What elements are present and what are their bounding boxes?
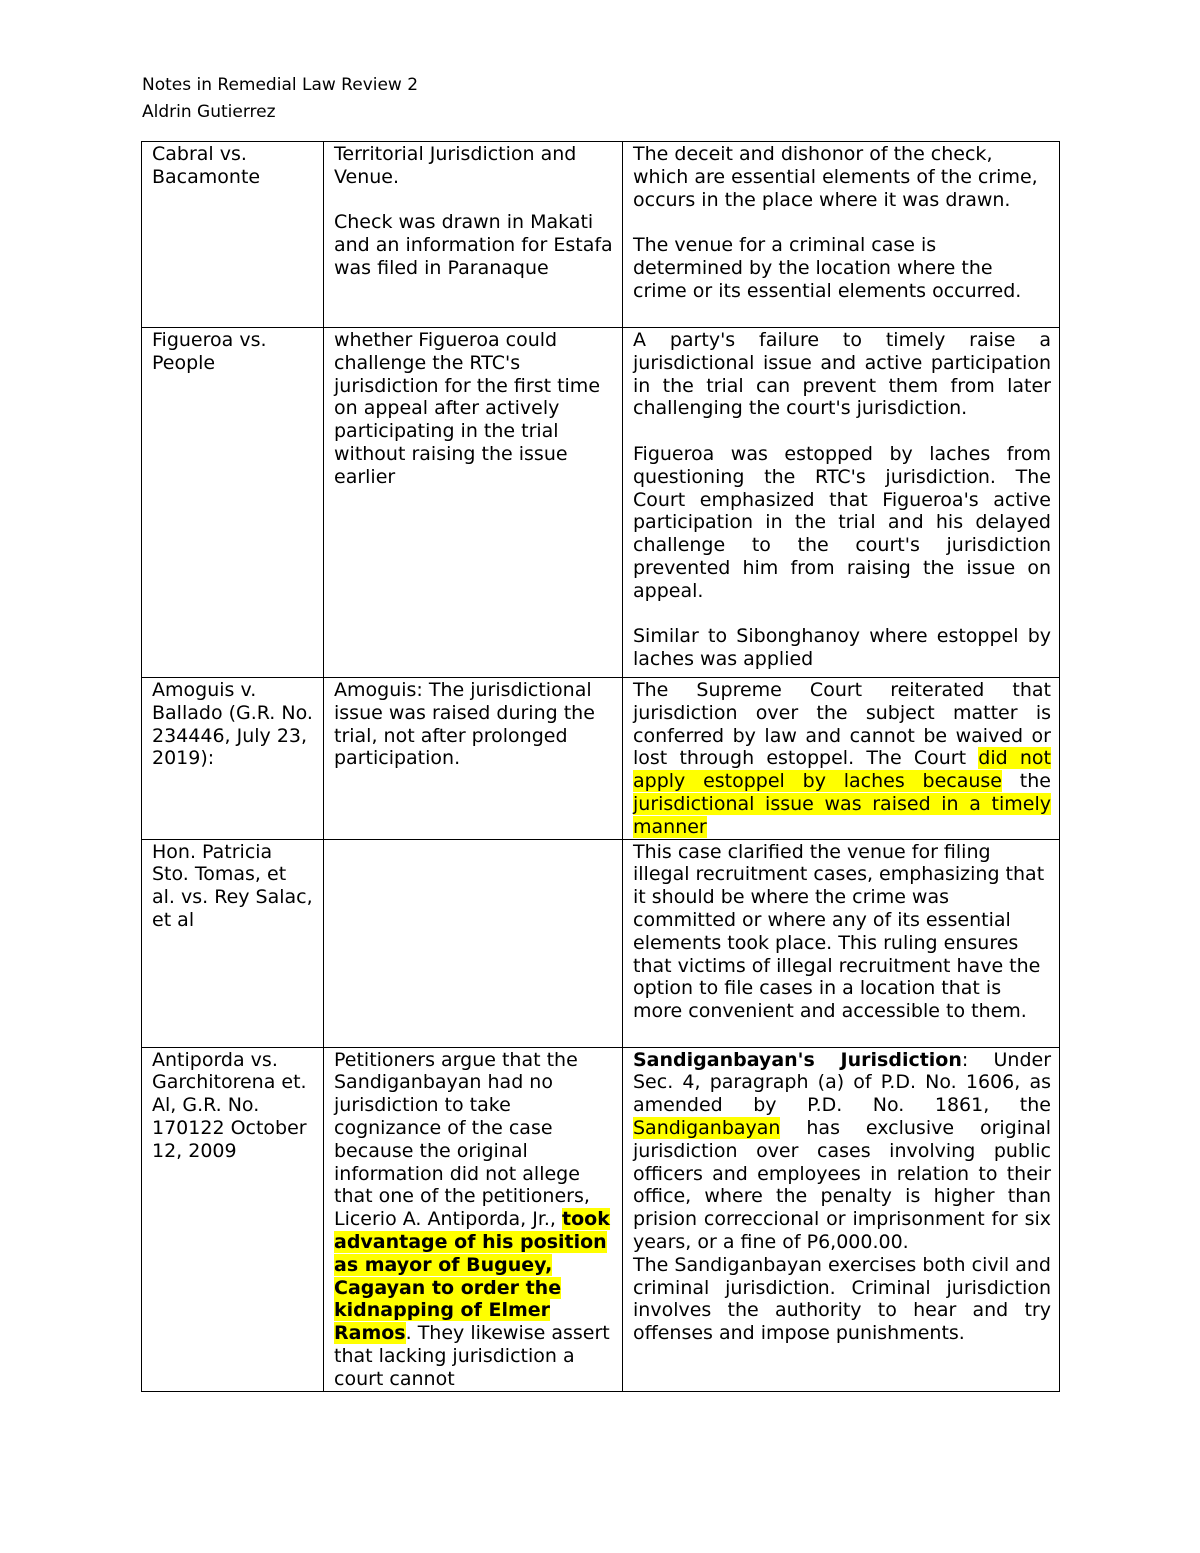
ruling-heading: Sandiganbayan's Jurisdiction bbox=[633, 1048, 962, 1071]
table-row bbox=[142, 839, 1060, 1047]
issue-text bbox=[334, 1049, 614, 1391]
case-name: Hon. Patricia Sto. Tomas, et al. vs. Rey Salac, et al bbox=[152, 840, 313, 931]
issue-cell bbox=[324, 142, 623, 328]
ruling-text: The deceit and dishonor of the check, which are essential elements of the crime, occurs in the place where it was drawn. bbox=[633, 143, 1038, 211]
document-author: Aldrin Gutierrez bbox=[142, 102, 276, 122]
case-name: Figueroa vs. People bbox=[152, 329, 267, 374]
issue-cell bbox=[324, 328, 623, 678]
ruling-text-part: the bbox=[1002, 770, 1051, 793]
ruling-cell bbox=[623, 142, 1060, 328]
ruling-text-part: has exclusive original jurisdiction over cases involving public officers and employees in relation to their office, where the penalty is higher than prision correccional or imprisonment for six years, or a fine of P6,000.00. bbox=[633, 1116, 1051, 1253]
highlighted-text: did not apply estoppel by laches because bbox=[633, 747, 1051, 793]
ruling-cell bbox=[623, 839, 1060, 1047]
ruling-text: The Sandiganbayan exercises both civil and criminal jurisdiction. Criminal jurisdiction involves the authority to hear and try offenses and impose punishments. bbox=[633, 1253, 1051, 1345]
highlighted-text: jurisdictional issue was raised in a timely manner bbox=[633, 792, 1051, 838]
ruling-text bbox=[633, 679, 1051, 839]
issue-cell bbox=[324, 839, 623, 1047]
highlighted-text: Sandiganbayan bbox=[633, 1116, 781, 1139]
case-name-cell bbox=[142, 1047, 324, 1391]
issue-text: whether Figueroa could challenge the RTC's jurisdiction for the first time on appeal after actively participating in the trial without raising the issue earlier bbox=[334, 329, 601, 488]
case-name: Antiporda vs. Garchitorena et. Al, G.R. No. 170122 October 12, 2009 bbox=[152, 1048, 307, 1162]
issue-cell bbox=[324, 1047, 623, 1391]
case-name-cell bbox=[142, 142, 324, 328]
table-row bbox=[142, 678, 1060, 840]
ruling-cell bbox=[623, 678, 1060, 840]
issue-text-part: . They likewise assert that lacking jurisdiction a court cannot bbox=[334, 1322, 610, 1390]
ruling-text: The venue for a criminal case is determined by the location where the crime or its essential elements occurred. bbox=[633, 234, 1022, 302]
ruling-text: This case clarified the venue for filing illegal recruitment cases, emphasizing that it should be where the crime was committed or where any of its essential elements took place. This ruling ensures that victims of illegal recruitment have the option to file cases in a location that is more convenient and accessible to them. bbox=[633, 840, 1045, 1023]
issue-cell bbox=[324, 678, 623, 840]
ruling-text-part: The Supreme Court reiterated that jurisdiction over the subject matter is conferred by law and cannot be waived or lost through estoppel. The Court bbox=[633, 679, 1051, 770]
case-name: Cabral vs. Bacamonte bbox=[152, 143, 261, 188]
ruling-text: Similar to Sibonghanoy where estoppel by laches was applied bbox=[633, 625, 1051, 671]
ruling-text: Figueroa was estopped by laches from questioning the RTC's jurisdiction. The Court emphasized that Figueroa's active participation in the trial and his delayed challenge to the court's jurisdiction prevented him from raising the issue on appeal. bbox=[633, 442, 1051, 602]
ruling-cell bbox=[623, 328, 1060, 678]
ruling-text bbox=[633, 1049, 1051, 1254]
case-notes-table bbox=[141, 141, 1060, 1392]
document-title: Notes in Remedial Law Review 2 bbox=[142, 75, 419, 95]
issue-text-part: Petitioners argue that the Sandiganbayan had no jurisdiction to take cognizance of the case because the original information did not allege that one of the petitioners, Licerio A. Antiporda, Jr., bbox=[334, 1048, 590, 1231]
table-row bbox=[142, 1047, 1060, 1391]
case-name: Amoguis v. Ballado (G.R. No. 234446, July 23, 2019): bbox=[152, 679, 313, 770]
issue-text: Check was drawn in Makati and an information for Estafa was filed in Paranaque bbox=[334, 211, 613, 279]
case-name-cell bbox=[142, 678, 324, 840]
issue-text: Amoguis: The jurisdictional issue was raised during the trial, not after prolonged participation. bbox=[334, 679, 595, 770]
highlighted-text: took advantage of his position as mayor of Buguey, Cagayan to order the kidnapping of Elmer Ramos bbox=[334, 1208, 610, 1345]
ruling-text-part: : Under Sec. 4, paragraph (a) of P.D. No. 1606, as amended by P.D. No. 1861, the bbox=[633, 1048, 1052, 1117]
document-header bbox=[142, 72, 418, 126]
case-name-cell bbox=[142, 328, 324, 678]
table-row bbox=[142, 142, 1060, 328]
table-row bbox=[142, 328, 1060, 678]
issue-text: Territorial Jurisdiction and Venue. bbox=[334, 143, 577, 188]
case-name-cell bbox=[142, 839, 324, 1047]
ruling-text: A party's failure to timely raise a jurisdictional issue and active participation in the trial can prevent them from later challenging the court's jurisdiction. bbox=[633, 329, 1051, 420]
ruling-cell bbox=[623, 1047, 1060, 1391]
